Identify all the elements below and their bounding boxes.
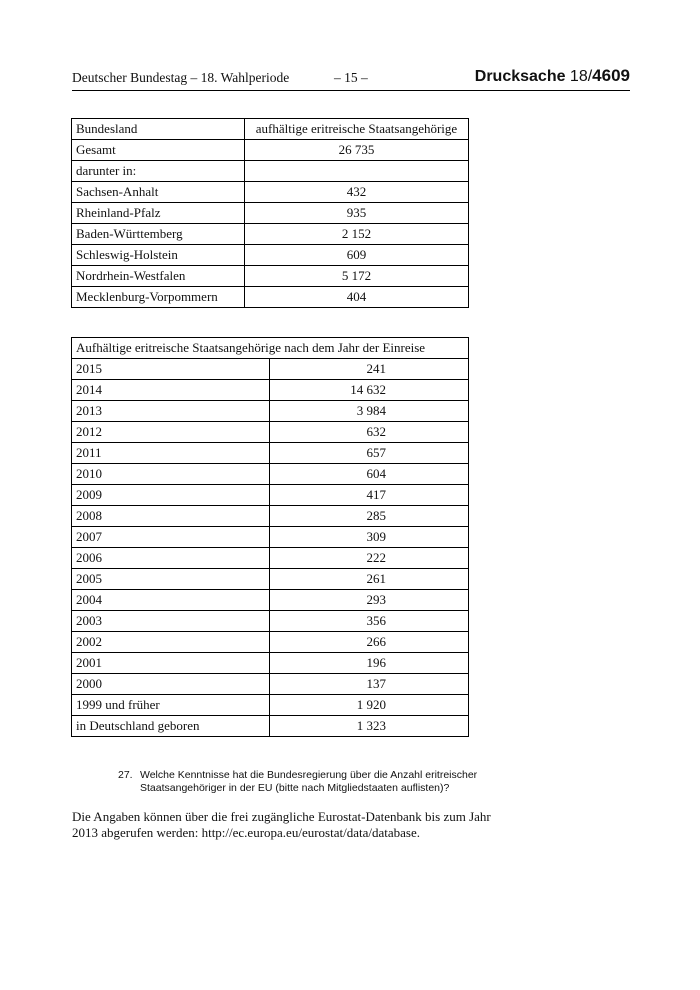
row-value-cell: 417 xyxy=(270,485,469,506)
row-label-cell: in Deutschland geboren xyxy=(72,716,270,737)
table-row xyxy=(72,443,469,464)
row-value-cell: 309 xyxy=(270,527,469,548)
table-row xyxy=(72,569,469,590)
row-value-cell: 293 xyxy=(270,590,469,611)
table-row xyxy=(72,245,469,266)
table-row xyxy=(72,506,469,527)
row-value-cell: 137 xyxy=(270,674,469,695)
row-value-cell: 266 xyxy=(270,632,469,653)
table-row xyxy=(72,422,469,443)
answer-text: Die Angaben können über die frei zugängliche Eurostat-Datenbank bis zum Jahr 2013 abgerufen werden: http://ec.europa.eu/eurostat/data/database. xyxy=(72,809,491,840)
header-cell: aufhältige eritreische Staatsangehörige xyxy=(245,119,469,140)
table-title-row xyxy=(72,338,469,359)
table-row xyxy=(72,464,469,485)
row-label-cell: 2001 xyxy=(72,653,270,674)
row-value-cell: 2 152 xyxy=(245,224,469,245)
row-label-cell: 2006 xyxy=(72,548,270,569)
row-label-cell: Baden-Württemberg xyxy=(72,224,245,245)
row-label-cell: 2008 xyxy=(72,506,270,527)
row-value-cell: 196 xyxy=(270,653,469,674)
row-label-cell: Schleswig-Holstein xyxy=(72,245,245,266)
table-row xyxy=(72,182,469,203)
row-label-cell: 2010 xyxy=(72,464,270,485)
row-label-cell: Rheinland-Pfalz xyxy=(72,203,245,224)
page-header xyxy=(72,68,630,91)
header-parliament: Deutscher Bundestag – 18. Wahlperiode xyxy=(72,70,290,85)
table-row xyxy=(72,380,469,401)
doc-number: 4609 xyxy=(592,66,630,85)
row-value-cell: 604 xyxy=(270,464,469,485)
row-value-cell: 241 xyxy=(270,359,469,380)
row-label-cell: 2007 xyxy=(72,527,270,548)
table-row xyxy=(72,611,469,632)
row-label-cell: 2002 xyxy=(72,632,270,653)
table-row xyxy=(72,632,469,653)
row-value-cell: 5 172 xyxy=(245,266,469,287)
row-value-cell: 222 xyxy=(270,548,469,569)
row-label-cell: 2015 xyxy=(72,359,270,380)
table-row xyxy=(72,359,469,380)
table-header-row xyxy=(72,119,469,140)
row-label-cell: Mecklenburg-Vorpommern xyxy=(72,287,245,308)
row-value-cell: 14 632 xyxy=(270,380,469,401)
row-label-cell: 2014 xyxy=(72,380,270,401)
row-value-cell: 632 xyxy=(270,422,469,443)
table-row xyxy=(72,674,469,695)
row-value-cell: 404 xyxy=(245,287,469,308)
table-row xyxy=(72,716,469,737)
table-row xyxy=(72,224,469,245)
row-label-cell: Sachsen-Anhalt xyxy=(72,182,245,203)
row-label-cell: 2005 xyxy=(72,569,270,590)
document-number xyxy=(475,66,630,86)
einreise-table xyxy=(71,337,469,737)
table-row xyxy=(72,527,469,548)
table-row xyxy=(72,287,469,308)
table-row xyxy=(72,161,469,182)
row-label-cell: 2011 xyxy=(72,443,270,464)
table-row xyxy=(72,203,469,224)
row-value-cell: 26 735 xyxy=(245,140,469,161)
row-value-cell xyxy=(245,161,469,182)
doc-prefix: 18/ xyxy=(565,68,593,85)
row-value-cell: 1 920 xyxy=(270,695,469,716)
row-label-cell: 2012 xyxy=(72,422,270,443)
row-label-cell: 2013 xyxy=(72,401,270,422)
question-27 xyxy=(118,769,498,795)
doc-label: Drucksache xyxy=(474,68,566,85)
row-value-cell: 935 xyxy=(245,203,469,224)
table-row xyxy=(72,401,469,422)
row-value-cell: 609 xyxy=(245,245,469,266)
row-value-cell: 3 984 xyxy=(270,401,469,422)
row-value-cell: 432 xyxy=(245,182,469,203)
table-row xyxy=(72,140,469,161)
question-text: Welche Kenntnisse hat die Bundesregierung über die Anzahl eritreischer Staatsangehöriger in der EU (bitte nach Mitgliedstaaten auflisten)? xyxy=(140,769,478,794)
row-label-cell: 2003 xyxy=(72,611,270,632)
row-label-cell: 2000 xyxy=(72,674,270,695)
table-row xyxy=(72,590,469,611)
row-value-cell: 356 xyxy=(270,611,469,632)
row-value-cell: 261 xyxy=(270,569,469,590)
row-label-cell: 2004 xyxy=(72,590,270,611)
row-value-cell: 1 323 xyxy=(270,716,469,737)
table-row xyxy=(72,266,469,287)
row-label-cell: darunter in: xyxy=(72,161,245,182)
table-row xyxy=(72,653,469,674)
table-row xyxy=(72,548,469,569)
table-title: Aufhältige eritreische Staatsangehörige nach dem Jahr der Einreise xyxy=(72,338,469,359)
page-number: – 15 – xyxy=(334,70,368,85)
row-value-cell: 657 xyxy=(270,443,469,464)
table-row xyxy=(72,485,469,506)
row-label-cell: 2009 xyxy=(72,485,270,506)
row-value-cell: 285 xyxy=(270,506,469,527)
table-row xyxy=(72,695,469,716)
question-number: 27. xyxy=(118,769,133,781)
row-label-cell: Nordrhein-Westfalen xyxy=(72,266,245,287)
row-label-cell: 1999 und früher xyxy=(72,695,270,716)
header-cell: Bundesland xyxy=(72,119,245,140)
bundesland-table xyxy=(71,118,469,308)
row-label-cell: Gesamt xyxy=(72,140,245,161)
